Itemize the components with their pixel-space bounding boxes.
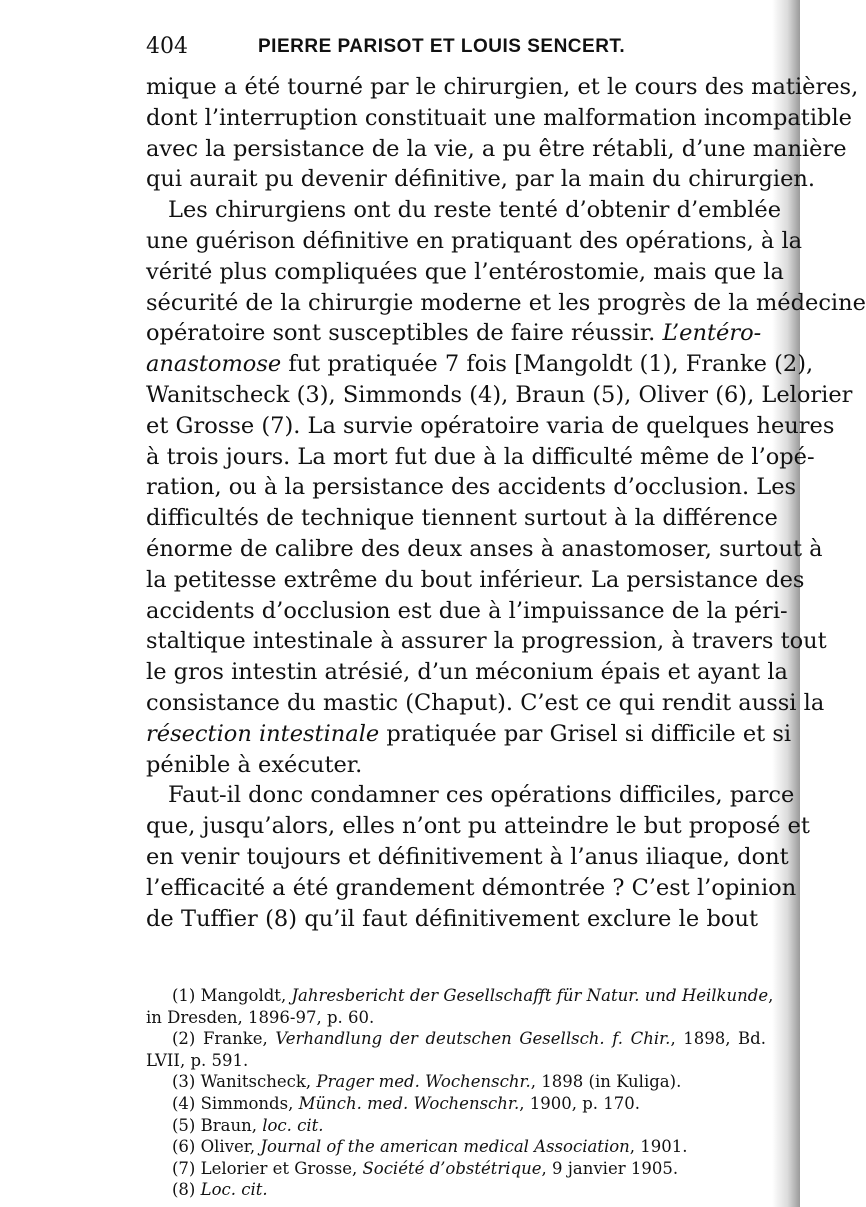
footnote-text: (3) Wanitscheck, — [172, 1072, 317, 1092]
body-line — [146, 657, 788, 688]
footnote-text: , 1900, p. 170. — [519, 1093, 640, 1113]
body-line — [146, 719, 792, 750]
footnote-text: LVII, p. 591. — [146, 1050, 249, 1070]
body-line-text: difficultés de technique tiennent surtout à la différence — [146, 505, 778, 532]
running-head: PIERRE PARISOT ET LOUIS SENCERT. — [258, 36, 626, 57]
footnote-title: Verhandlung der deutschen Gesellsch. f. Chir. — [275, 1029, 671, 1049]
body-line — [146, 842, 789, 873]
body-line-text: dont l’interruption constituait une malformation incompatible — [146, 104, 852, 131]
body-line-text: fut pratiquée 7 fois [Mangoldt (1), Franke (2), — [281, 351, 814, 378]
body-line — [146, 164, 816, 195]
footnote-line — [146, 1071, 766, 1093]
body-line-text: la petitesse extrême du bout inférieur. La persistance des — [146, 566, 805, 593]
footnote-line — [146, 1179, 766, 1201]
footnote-text: (6) Oliver, — [172, 1137, 261, 1157]
body-line — [146, 596, 788, 627]
body-line-text: en venir toujours et définitivement à l’anus iliaque, dont — [146, 843, 789, 870]
italic-term: L’entéro- — [662, 320, 762, 347]
body-line — [146, 534, 823, 565]
body-line — [146, 195, 782, 226]
body-line-text: Faut-il donc condamner ces opérations difficiles, parce — [168, 782, 795, 809]
body-line-text: pratiquée par Grisel si difficile et si — [379, 720, 792, 747]
footnote-line — [146, 1115, 766, 1137]
body-line — [146, 442, 815, 473]
body-line-text: avec la persistance de la vie, a pu être rétabli, d’une manière — [146, 135, 847, 162]
body-line — [146, 811, 810, 842]
footnote-text: (8) — [172, 1180, 201, 1200]
footnote-text: , 1901. — [629, 1137, 688, 1157]
body-line-text: consistance du mastic (Chaput). C’est ce qui rendit aussi la — [146, 689, 825, 716]
footnote-line — [146, 1007, 766, 1029]
footnote-line — [146, 1093, 766, 1115]
footnote-line — [146, 1158, 766, 1180]
body-line — [146, 873, 797, 904]
body-line-text: à trois jours. La mort fut due à la difficulté même de l’opé- — [146, 443, 815, 470]
italic-term: anastomose — [146, 351, 282, 378]
body-line-text: une guérison définitive en pratiquant des opérations, à la — [146, 227, 803, 254]
body-line-text: Les chirurgiens ont du reste tenté d’obtenir d’emblée — [168, 197, 782, 224]
body-line — [146, 134, 847, 165]
body-line — [146, 349, 814, 380]
footnote-text: (2) Franke, — [172, 1029, 276, 1049]
body-line — [146, 380, 853, 411]
body-line — [146, 780, 795, 811]
body-text — [146, 72, 866, 934]
footnote-line — [146, 1136, 766, 1158]
footnote-text: , — [768, 986, 774, 1005]
footnote-text: (4) Simmonds, — [172, 1093, 299, 1113]
body-line — [146, 565, 805, 596]
body-line — [146, 904, 758, 935]
footnote-title: Prager med. Wochenschr. — [316, 1072, 531, 1092]
footnote-title: Jahresbericht der Gesellschafft für Natur. und Heilkunde — [291, 986, 769, 1005]
footnote-title: Journal of the american medical Association — [260, 1137, 630, 1157]
body-line — [146, 318, 762, 349]
body-line-text: de Tuffier (8) qu’il faut définitivement exclure le bout — [146, 905, 758, 932]
body-line — [146, 103, 852, 134]
body-line-text: vérité plus compliquées que l’entérostomie, mais que la — [146, 258, 784, 285]
body-line — [146, 626, 827, 657]
footnote-text: , 1898, Bd. — [670, 1029, 766, 1049]
body-line — [146, 72, 859, 103]
body-line-text: staltique intestinale à assurer la progression, à travers tout — [146, 628, 827, 655]
footnote-title: Loc. cit. — [200, 1180, 268, 1200]
footnote-line — [146, 985, 774, 1007]
body-line-text: accidents d’occlusion est due à l’impuissance de la péri- — [146, 597, 788, 624]
body-line-text: énorme de calibre des deux anses à anastomoser, surtout à — [146, 535, 823, 562]
footnotes — [146, 985, 774, 1201]
body-line-text: pénible à exécuter. — [146, 751, 363, 778]
footnote-line — [146, 1050, 766, 1072]
body-line-text: Wanitscheck (3), Simmonds (4), Braun (5), Oliver (6), Lelorier — [146, 381, 853, 408]
body-line — [146, 288, 866, 319]
body-line-text: ration, ou à la persistance des accidents d’occlusion. Les — [146, 474, 797, 501]
page-number: 404 — [146, 34, 188, 59]
body-line-text: opératoire sont susceptibles de faire réussir. — [146, 320, 663, 347]
footnote-text: in Dresden, 1896-97, p. 60. — [146, 1007, 375, 1027]
body-line — [146, 472, 797, 503]
page-header — [146, 34, 766, 62]
body-line — [146, 257, 784, 288]
body-line — [146, 688, 825, 719]
body-line-text: et Grosse (7). La survie opératoire varia de quelques heures — [146, 412, 835, 439]
body-line — [146, 503, 778, 534]
footnote-title: Münch. med. Wochenschr. — [298, 1093, 520, 1113]
body-line — [146, 750, 758, 781]
body-line-text: le gros intestin atrésié, d’un méconium épais et ayant la — [146, 659, 788, 686]
footnote-line — [146, 1028, 766, 1050]
body-line — [146, 226, 803, 257]
body-line-text: sécurité de la chirurgie moderne et les progrès de la médecine — [146, 289, 866, 316]
footnote-title: Société d’obstétrique — [362, 1158, 542, 1178]
body-line-text: l’efficacité a été grandement démontrée ? C’est l’opinion — [146, 874, 797, 901]
footnote-text: (1) Mangoldt, — [172, 986, 292, 1005]
body-line-text: que, jusqu’alors, elles n’ont pu atteindre le but proposé et — [146, 813, 810, 840]
footnote-text: (5) Braun, — [172, 1115, 263, 1135]
body-line-text: qui aurait pu devenir définitive, par la main du chirurgien. — [146, 166, 816, 193]
footnote-title: loc. cit. — [262, 1115, 324, 1135]
footnote-text: (7) Lelorier et Grosse, — [172, 1158, 363, 1178]
body-line — [146, 411, 835, 442]
body-line-text: mique a été tourné par le chirurgien, et le cours des matières, — [146, 74, 859, 100]
footnote-text: , 1898 (in Kuliga). — [530, 1072, 682, 1092]
footnote-text: , 9 janvier 1905. — [541, 1158, 679, 1178]
italic-term: résection intestinale — [146, 720, 380, 747]
